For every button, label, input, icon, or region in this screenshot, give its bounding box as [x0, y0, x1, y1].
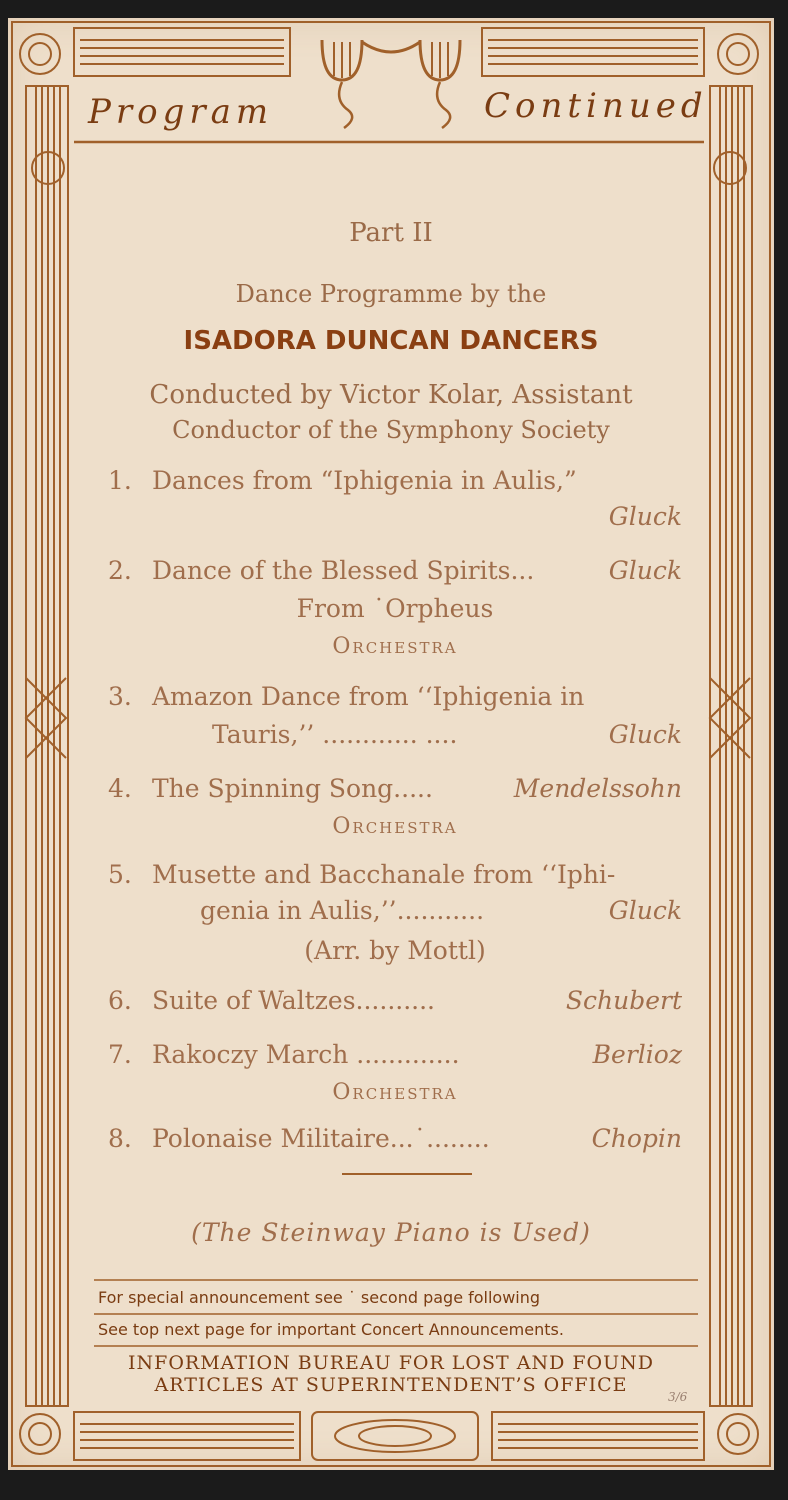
item-composer: Berlioz [592, 1040, 682, 1069]
item-title-cont: genia in Aulis,’’........... [200, 896, 485, 925]
footer-line-3: INFORMATION BUREAU FOR LOST AND FOUND [128, 1352, 654, 1374]
program-item [108, 682, 682, 758]
dancers-title: ISADORA DUNCAN DANCERS [183, 326, 599, 356]
item-number: 6. [108, 986, 132, 1015]
item-number: 2. [108, 556, 132, 585]
item-title: Dances from “Iphigenia in Aulis,” [152, 466, 577, 495]
item-title: Musette and Bacchanale from ‘‘Iphi- [152, 860, 616, 889]
program-page [8, 18, 774, 1470]
item-title: The Spinning Song..... [152, 774, 433, 803]
part-title: Part II [349, 218, 433, 248]
program-item [108, 1124, 682, 1160]
conductor-line-1: Conducted by Victor Kolar, Assistant [149, 380, 633, 410]
item-number: 5. [108, 860, 132, 889]
header-program: Program [88, 92, 274, 132]
item-number: 3. [108, 682, 132, 711]
item-title: Amazon Dance from ‘‘Iphigenia in [152, 682, 585, 711]
item-composer: Schubert [565, 986, 682, 1015]
piano-note: (The Steinway Piano is Used) [191, 1218, 591, 1247]
item-title: Rakoczy March ............. [152, 1040, 460, 1069]
item-composer: Gluck [608, 556, 682, 585]
program-item [108, 774, 682, 850]
item-performer: Orchestra [332, 1080, 458, 1105]
item-title: Polonaise Militaire...˙........ [152, 1124, 490, 1153]
item-number: 1. [108, 466, 132, 495]
item-number: 4. [108, 774, 132, 803]
conductor-line-2: Conductor of the Symphony Society [172, 416, 610, 444]
footer-line-4: ARTICLES AT SUPERINTENDENT’S OFFICE [154, 1374, 628, 1396]
item-composer: Gluck [608, 720, 682, 749]
item-title-cont: Tauris,’’ ............ .... [212, 720, 458, 749]
program-item [108, 466, 682, 546]
footer-line-1: For special announcement see ˙ second page following [98, 1288, 541, 1307]
item-performer: Orchestra [332, 634, 458, 659]
item-number: 7. [108, 1040, 132, 1069]
item-composer: Gluck [608, 896, 682, 925]
item-number: 8. [108, 1124, 132, 1153]
item-composer: Mendelssohn [513, 774, 682, 803]
item-composer: Gluck [608, 502, 682, 531]
program-item [108, 860, 682, 976]
subtitle: Dance Programme by the [235, 280, 547, 308]
program-item [108, 556, 682, 666]
header-continued: Continued [484, 86, 708, 126]
program-item [108, 1040, 682, 1116]
item-note: (Arr. by Mottl) [304, 936, 486, 965]
item-composer: Chopin [591, 1124, 682, 1153]
item-title: Suite of Waltzes.......... [152, 986, 435, 1015]
pencil-mark: 3/6 [668, 1390, 688, 1404]
footer-line-2: See top next page for important Concert Announcements. [98, 1320, 564, 1339]
item-title: Dance of the Blessed Spirits... [152, 556, 535, 585]
item-performer: Orchestra [332, 814, 458, 839]
item-note: From ˙Orpheus [296, 594, 494, 623]
program-item [108, 986, 682, 1022]
